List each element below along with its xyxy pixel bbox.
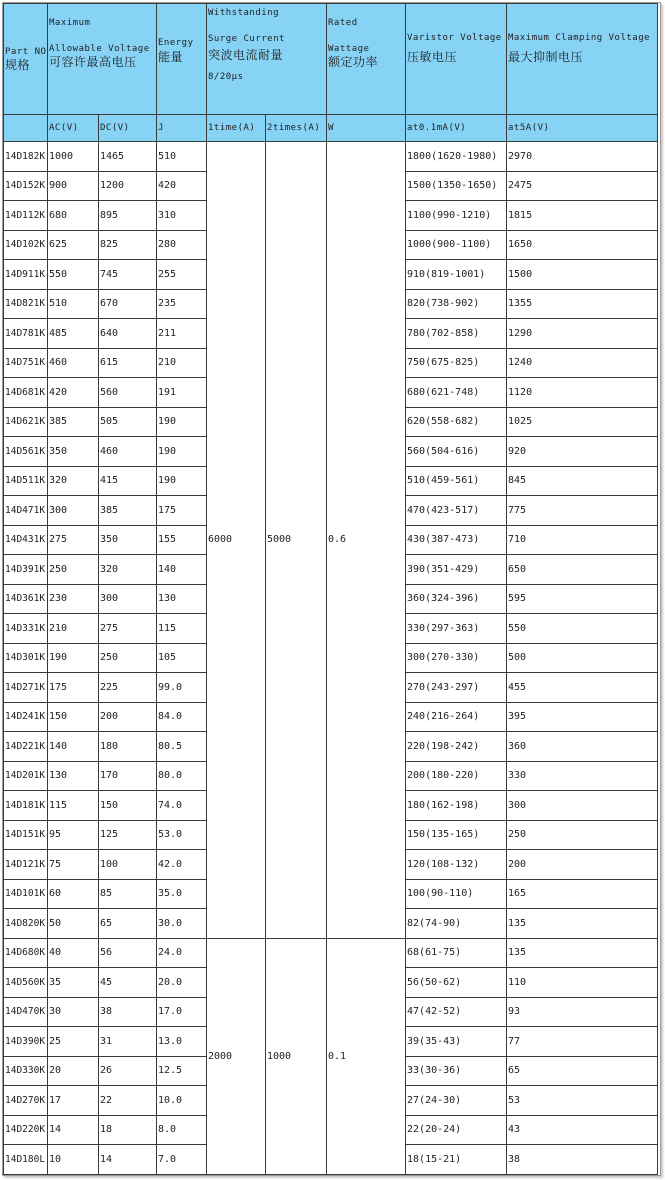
energy-cell: 99.0 — [157, 673, 207, 703]
clamping-voltage-cell: 845 — [507, 466, 658, 496]
part-no-cell: 14D681K — [4, 378, 48, 408]
clamping-voltage-cell: 360 — [507, 732, 658, 762]
energy-cell: 12.5 — [157, 1056, 207, 1086]
energy-cell: 42.0 — [157, 850, 207, 880]
varistor-voltage-cell: 82(74-90) — [406, 909, 507, 939]
varistor-voltage-cell: 240(216-264) — [406, 702, 507, 732]
dc-voltage-cell: 56 — [99, 938, 157, 968]
dc-voltage-cell: 38 — [99, 997, 157, 1027]
varistor-voltage-cell: 33(30-36) — [406, 1056, 507, 1086]
clamping-voltage-cell: 775 — [507, 496, 658, 526]
energy-cell: 130 — [157, 584, 207, 614]
dc-voltage-cell: 385 — [99, 496, 157, 526]
energy-cell: 105 — [157, 643, 207, 673]
part-no-cell: 14D301K — [4, 643, 48, 673]
clamping-voltage-cell: 2970 — [507, 142, 658, 172]
part-no-cell: 14D621K — [4, 407, 48, 437]
dc-voltage-cell: 640 — [99, 319, 157, 349]
varistor-voltage-cell: 750(675-825) — [406, 348, 507, 378]
energy-cell: 80.0 — [157, 761, 207, 791]
dc-voltage-cell: 350 — [99, 525, 157, 555]
varistor-voltage-cell: 430(387-473) — [406, 525, 507, 555]
part-no-cell: 14D390K — [4, 1027, 48, 1057]
clamping-voltage-cell: 650 — [507, 555, 658, 585]
energy-cell: 30.0 — [157, 909, 207, 939]
dc-voltage-cell: 170 — [99, 761, 157, 791]
subheader-part-blank — [4, 115, 48, 142]
energy-cell: 115 — [157, 614, 207, 644]
varistor-voltage-cell: 270(243-297) — [406, 673, 507, 703]
varistor-voltage-cell: 150(135-165) — [406, 820, 507, 850]
ac-voltage-cell: 14 — [48, 1115, 99, 1145]
varistor-voltage-cell: 220(198-242) — [406, 732, 507, 762]
subheader-j: J — [157, 115, 207, 142]
clamping-voltage-cell: 250 — [507, 820, 658, 850]
varistor-voltage-cell: 100(90-110) — [406, 879, 507, 909]
clamping-voltage-cell: 77 — [507, 1027, 658, 1057]
dc-voltage-cell: 150 — [99, 791, 157, 821]
dc-voltage-cell: 65 — [99, 909, 157, 939]
varistor-voltage-cell: 820(738-902) — [406, 289, 507, 319]
part-no-cell: 14D271K — [4, 673, 48, 703]
part-no-cell: 14D751K — [4, 348, 48, 378]
ac-voltage-cell: 95 — [48, 820, 99, 850]
energy-cell: 80.5 — [157, 732, 207, 762]
varistor-voltage-cell: 470(423-517) — [406, 496, 507, 526]
energy-cell: 310 — [157, 201, 207, 231]
energy-cell: 280 — [157, 230, 207, 260]
energy-cell: 7.0 — [157, 1145, 207, 1175]
dc-voltage-cell: 225 — [99, 673, 157, 703]
clamping-voltage-cell: 1290 — [507, 319, 658, 349]
varistor-voltage-cell: 27(24-30) — [406, 1086, 507, 1116]
varistor-voltage-cell: 360(324-396) — [406, 584, 507, 614]
dc-voltage-cell: 14 — [99, 1145, 157, 1175]
clamping-voltage-cell: 135 — [507, 938, 658, 968]
clamping-voltage-cell: 595 — [507, 584, 658, 614]
dc-voltage-cell: 180 — [99, 732, 157, 762]
subheader-2times: 2times(A) — [266, 115, 327, 142]
header-varistor-voltage: Varistor Voltage 压敏电压 — [406, 4, 507, 115]
varistor-voltage-cell: 18(15-21) — [406, 1145, 507, 1175]
energy-cell: 255 — [157, 260, 207, 290]
subheader-w: W — [327, 115, 406, 142]
clamping-voltage-cell: 135 — [507, 909, 658, 939]
header-max-voltage: Maximum Allowable Voltage 可容许最高电压 — [48, 4, 157, 115]
part-no-cell: 14D560K — [4, 968, 48, 998]
subheader-ac: AC(V) — [48, 115, 99, 142]
dc-voltage-cell: 100 — [99, 850, 157, 880]
subheader-dc: DC(V) — [99, 115, 157, 142]
varistor-voltage-cell: 1000(900-1100) — [406, 230, 507, 260]
energy-cell: 8.0 — [157, 1115, 207, 1145]
wattage-cell: 0.6 — [327, 142, 406, 939]
dc-voltage-cell: 26 — [99, 1056, 157, 1086]
part-no-cell: 14D470K — [4, 997, 48, 1027]
header-row — [4, 4, 658, 115]
clamping-voltage-cell: 1355 — [507, 289, 658, 319]
header-clamping-voltage: Maximum Clamping Voltage 最大抑制电压 — [507, 4, 658, 115]
dc-voltage-cell: 200 — [99, 702, 157, 732]
energy-cell: 190 — [157, 407, 207, 437]
varistor-voltage-cell: 780(702-858) — [406, 319, 507, 349]
varistor-voltage-cell: 120(108-132) — [406, 850, 507, 880]
varistor-voltage-cell: 200(180-220) — [406, 761, 507, 791]
part-no-cell: 14D511K — [4, 466, 48, 496]
ac-voltage-cell: 250 — [48, 555, 99, 585]
dc-voltage-cell: 125 — [99, 820, 157, 850]
part-no-cell: 14D201K — [4, 761, 48, 791]
ac-voltage-cell: 550 — [48, 260, 99, 290]
energy-cell: 20.0 — [157, 968, 207, 998]
ac-voltage-cell: 420 — [48, 378, 99, 408]
part-no-cell: 14D781K — [4, 319, 48, 349]
energy-cell: 211 — [157, 319, 207, 349]
varistor-voltage-cell: 910(819-1001) — [406, 260, 507, 290]
part-no-cell: 14D182K — [4, 142, 48, 172]
varistor-voltage-cell: 510(459-561) — [406, 466, 507, 496]
energy-cell: 53.0 — [157, 820, 207, 850]
ac-voltage-cell: 350 — [48, 437, 99, 467]
varistor-voltage-cell: 22(20-24) — [406, 1115, 507, 1145]
surge-1time-cell: 2000 — [207, 938, 266, 1174]
dc-voltage-cell: 1465 — [99, 142, 157, 172]
energy-cell: 235 — [157, 289, 207, 319]
dc-voltage-cell: 415 — [99, 466, 157, 496]
part-no-cell: 14D101K — [4, 879, 48, 909]
dc-voltage-cell: 275 — [99, 614, 157, 644]
clamping-voltage-cell: 1500 — [507, 260, 658, 290]
varistor-voltage-cell: 680(621-748) — [406, 378, 507, 408]
energy-cell: 190 — [157, 437, 207, 467]
dc-voltage-cell: 560 — [99, 378, 157, 408]
ac-voltage-cell: 10 — [48, 1145, 99, 1175]
ac-voltage-cell: 115 — [48, 791, 99, 821]
clamping-voltage-cell: 1120 — [507, 378, 658, 408]
part-no-cell: 14D181K — [4, 791, 48, 821]
ac-voltage-cell: 190 — [48, 643, 99, 673]
clamping-voltage-cell: 300 — [507, 791, 658, 821]
part-no-cell: 14D561K — [4, 437, 48, 467]
part-no-cell: 14D270K — [4, 1086, 48, 1116]
ac-voltage-cell: 150 — [48, 702, 99, 732]
part-no-cell: 14D331K — [4, 614, 48, 644]
energy-cell: 420 — [157, 171, 207, 201]
part-no-cell: 14D330K — [4, 1056, 48, 1086]
ac-voltage-cell: 130 — [48, 761, 99, 791]
energy-cell: 510 — [157, 142, 207, 172]
energy-cell: 175 — [157, 496, 207, 526]
clamping-voltage-cell: 200 — [507, 850, 658, 880]
clamping-voltage-cell: 53 — [507, 1086, 658, 1116]
wattage-cell: 0.1 — [327, 938, 406, 1174]
varistor-voltage-cell: 1500(1350-1650) — [406, 171, 507, 201]
ac-voltage-cell: 680 — [48, 201, 99, 231]
ac-voltage-cell: 20 — [48, 1056, 99, 1086]
energy-cell: 17.0 — [157, 997, 207, 1027]
header-part-no: Part NO 规格 — [4, 4, 48, 115]
ac-voltage-cell: 275 — [48, 525, 99, 555]
ac-voltage-cell: 510 — [48, 289, 99, 319]
dc-voltage-cell: 670 — [99, 289, 157, 319]
dc-voltage-cell: 745 — [99, 260, 157, 290]
varistor-voltage-cell: 39(35-43) — [406, 1027, 507, 1057]
varistor-voltage-cell: 620(558-682) — [406, 407, 507, 437]
part-no-cell: 14D112K — [4, 201, 48, 231]
part-no-cell: 14D221K — [4, 732, 48, 762]
clamping-voltage-cell: 500 — [507, 643, 658, 673]
ac-voltage-cell: 60 — [48, 879, 99, 909]
clamping-voltage-cell: 65 — [507, 1056, 658, 1086]
clamping-voltage-cell: 455 — [507, 673, 658, 703]
part-no-cell: 14D431K — [4, 525, 48, 555]
ac-voltage-cell: 75 — [48, 850, 99, 880]
ac-voltage-cell: 25 — [48, 1027, 99, 1057]
energy-cell: 13.0 — [157, 1027, 207, 1057]
ac-voltage-cell: 300 — [48, 496, 99, 526]
ac-voltage-cell: 210 — [48, 614, 99, 644]
energy-cell: 24.0 — [157, 938, 207, 968]
ac-voltage-cell: 175 — [48, 673, 99, 703]
subheader-at-5a: at5A(V) — [507, 115, 658, 142]
dc-voltage-cell: 505 — [99, 407, 157, 437]
clamping-voltage-cell: 1240 — [507, 348, 658, 378]
dc-voltage-cell: 615 — [99, 348, 157, 378]
ac-voltage-cell: 40 — [48, 938, 99, 968]
ac-voltage-cell: 385 — [48, 407, 99, 437]
part-no-cell: 14D180L — [4, 1145, 48, 1175]
subheader-1time: 1time(A) — [207, 115, 266, 142]
part-no-cell: 14D680K — [4, 938, 48, 968]
energy-cell: 84.0 — [157, 702, 207, 732]
varistor-voltage-cell: 56(50-62) — [406, 968, 507, 998]
header-surge-current: Withstanding Surge Current 突波电流耐量 8/20μs — [207, 4, 327, 115]
surge-2times-cell: 1000 — [266, 938, 327, 1174]
varistor-voltage-cell: 390(351-429) — [406, 555, 507, 585]
varistor-voltage-cell: 1800(1620-1980) — [406, 142, 507, 172]
clamping-voltage-cell: 43 — [507, 1115, 658, 1145]
table-row — [4, 938, 658, 968]
clamping-voltage-cell: 395 — [507, 702, 658, 732]
table-row — [4, 142, 658, 172]
ac-voltage-cell: 460 — [48, 348, 99, 378]
varistor-voltage-cell: 300(270-330) — [406, 643, 507, 673]
energy-cell: 74.0 — [157, 791, 207, 821]
part-no-cell: 14D102K — [4, 230, 48, 260]
varistor-spec-table — [3, 3, 658, 1175]
energy-cell: 191 — [157, 378, 207, 408]
ac-voltage-cell: 1000 — [48, 142, 99, 172]
part-no-cell: 14D821K — [4, 289, 48, 319]
varistor-voltage-cell: 1100(990-1210) — [406, 201, 507, 231]
ac-voltage-cell: 230 — [48, 584, 99, 614]
dc-voltage-cell: 18 — [99, 1115, 157, 1145]
subheader-row — [4, 115, 658, 142]
ac-voltage-cell: 35 — [48, 968, 99, 998]
ac-voltage-cell: 30 — [48, 997, 99, 1027]
ac-voltage-cell: 140 — [48, 732, 99, 762]
ac-voltage-cell: 900 — [48, 171, 99, 201]
ac-voltage-cell: 625 — [48, 230, 99, 260]
part-no-cell: 14D152K — [4, 171, 48, 201]
clamping-voltage-cell: 93 — [507, 997, 658, 1027]
part-no-cell: 14D391K — [4, 555, 48, 585]
energy-cell: 140 — [157, 555, 207, 585]
part-no-cell: 14D820K — [4, 909, 48, 939]
header-energy: Energy 能量 — [157, 4, 207, 115]
surge-2times-cell: 5000 — [266, 142, 327, 939]
dc-voltage-cell: 460 — [99, 437, 157, 467]
clamping-voltage-cell: 1815 — [507, 201, 658, 231]
part-no-cell: 14D471K — [4, 496, 48, 526]
header-rated-wattage: Rated Wattage 额定功率 — [327, 4, 406, 115]
energy-cell: 190 — [157, 466, 207, 496]
part-no-cell: 14D151K — [4, 820, 48, 850]
surge-1time-cell: 6000 — [207, 142, 266, 939]
ac-voltage-cell: 17 — [48, 1086, 99, 1116]
dc-voltage-cell: 45 — [99, 968, 157, 998]
ac-voltage-cell: 485 — [48, 319, 99, 349]
dc-voltage-cell: 1200 — [99, 171, 157, 201]
ac-voltage-cell: 50 — [48, 909, 99, 939]
dc-voltage-cell: 250 — [99, 643, 157, 673]
part-no-cell: 14D911K — [4, 260, 48, 290]
dc-voltage-cell: 300 — [99, 584, 157, 614]
clamping-voltage-cell: 2475 — [507, 171, 658, 201]
ac-voltage-cell: 320 — [48, 466, 99, 496]
clamping-voltage-cell: 710 — [507, 525, 658, 555]
varistor-voltage-cell: 330(297-363) — [406, 614, 507, 644]
part-no-cell: 14D121K — [4, 850, 48, 880]
clamping-voltage-cell: 110 — [507, 968, 658, 998]
clamping-voltage-cell: 330 — [507, 761, 658, 791]
varistor-voltage-cell: 560(504-616) — [406, 437, 507, 467]
varistor-voltage-cell: 180(162-198) — [406, 791, 507, 821]
dc-voltage-cell: 31 — [99, 1027, 157, 1057]
subheader-at-0-1ma: at0.1mA(V) — [406, 115, 507, 142]
clamping-voltage-cell: 920 — [507, 437, 658, 467]
varistor-voltage-cell: 68(61-75) — [406, 938, 507, 968]
energy-cell: 35.0 — [157, 879, 207, 909]
dc-voltage-cell: 825 — [99, 230, 157, 260]
clamping-voltage-cell: 1650 — [507, 230, 658, 260]
energy-cell: 10.0 — [157, 1086, 207, 1116]
clamping-voltage-cell: 1025 — [507, 407, 658, 437]
energy-cell: 210 — [157, 348, 207, 378]
dc-voltage-cell: 895 — [99, 201, 157, 231]
table-body — [4, 142, 658, 1175]
part-no-cell: 14D220K — [4, 1115, 48, 1145]
varistor-voltage-cell: 47(42-52) — [406, 997, 507, 1027]
part-no-cell: 14D361K — [4, 584, 48, 614]
energy-cell: 155 — [157, 525, 207, 555]
part-no-cell: 14D241K — [4, 702, 48, 732]
dc-voltage-cell: 22 — [99, 1086, 157, 1116]
clamping-voltage-cell: 550 — [507, 614, 658, 644]
dc-voltage-cell: 85 — [99, 879, 157, 909]
clamping-voltage-cell: 38 — [507, 1145, 658, 1175]
clamping-voltage-cell: 165 — [507, 879, 658, 909]
dc-voltage-cell: 320 — [99, 555, 157, 585]
